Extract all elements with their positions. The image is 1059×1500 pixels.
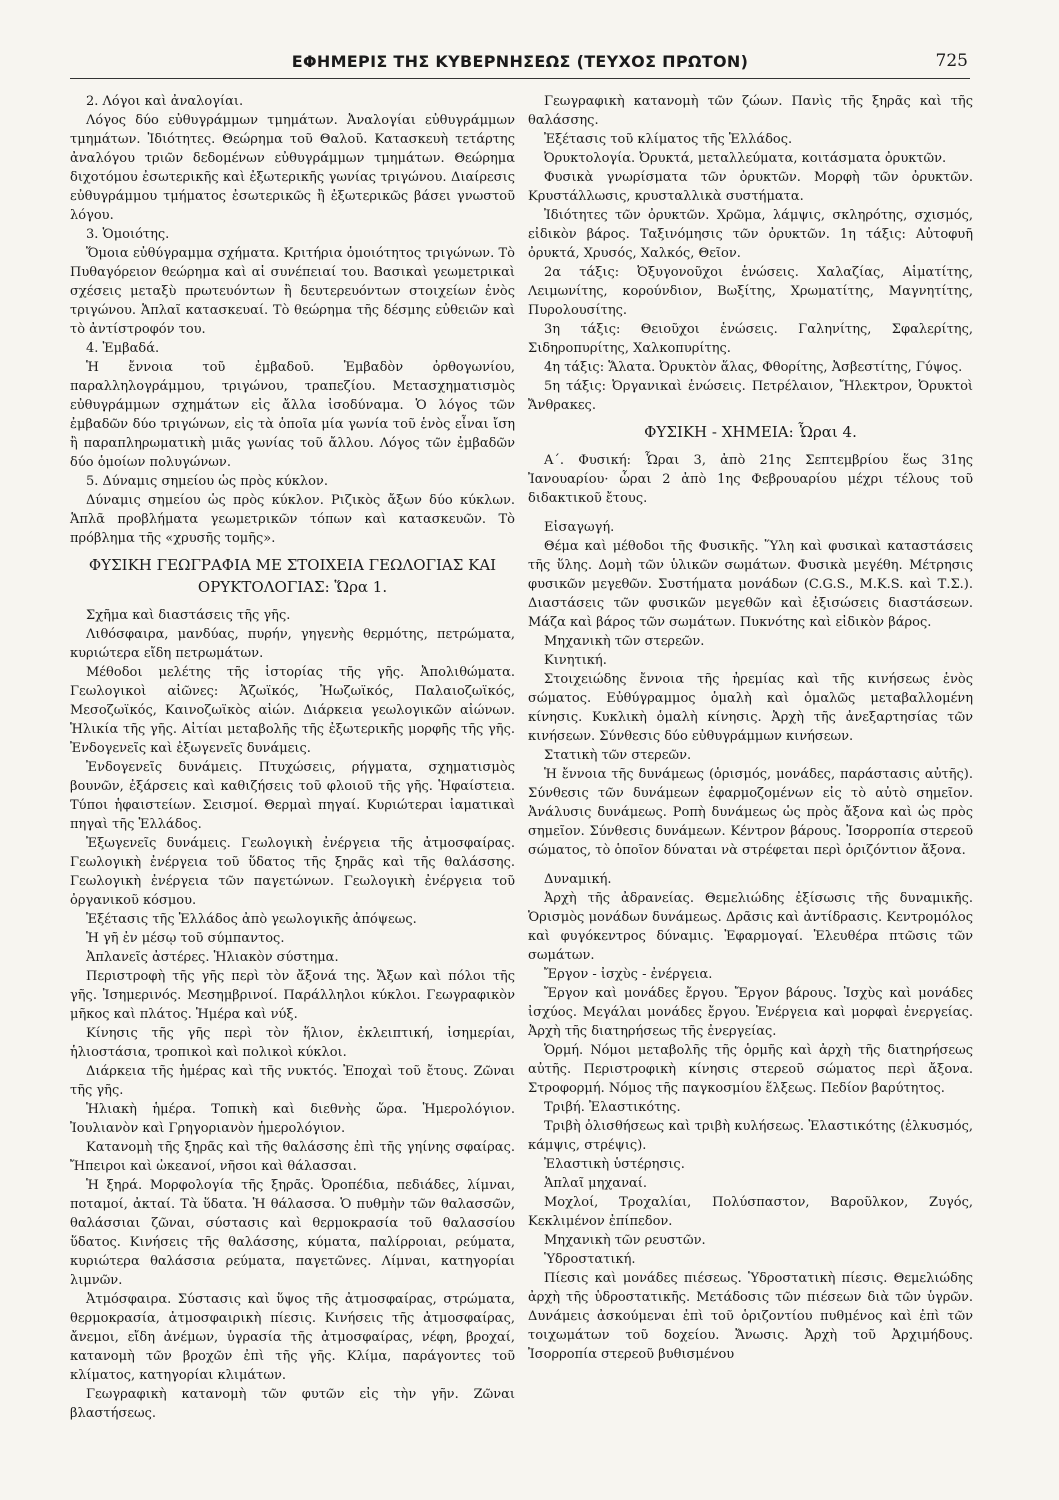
section-heading: Μηχανικὴ τῶν στερεῶν. [544, 634, 705, 649]
paragraph: Πίεσις καὶ μονάδες πιέσεως. Ὑδροστατικὴ πίεσις. Θεμελιώδης ἀρχὴ τῆς ὑδροστατικῆς. Μετάδοσις τῶν πιέσεων διὰ τῶν ὑγρῶν. Δυνάμεις ἀσκούμεναι ἐπὶ τοῦ ὁριζοντίου πυθμένος καὶ ἐπὶ τῶν τοιχωμάτων τοῦ δοχείου. Ἄνωσις. Ἀρχὴ τοῦ Ἀρχιμήδους. Ἰσορροπία στερεοῦ βυθισμένου [528, 1271, 973, 1362]
paragraph: Ἡ ἔννοια τοῦ ἐμβαδοῦ. Ἐμβαδὸν ὀρθογωνίου, παραλληλογράμμου, τριγώνου, τραπεζίου. Μετασχηματισμὸς εὐθυγράμμων σχημάτων εἰς ἄλλα ἰσοδύναμα. Ὁ λόγος τῶν ἐμβαδῶν δύο τριγώνων, εἰς τὰ ὁποῖα μία γωνία τοῦ ἑνὸς εἶναι ἴση ἢ παραπληρωματικὴ μιᾶς γωνίας τοῦ ἄλλου. Λόγος τῶν ἐμβαδῶν δύο ὁμοίων πολυγώνων. [70, 360, 515, 470]
paragraph: Ἡλιακὴ ἡμέρα. Τοπικὴ καὶ διεθνὴς ὥρα. Ἡμερολόγιον. Ἰουλιανὸν καὶ Γρηγοριανὸν ἡμερολόγιον. [70, 1102, 515, 1136]
paragraph: 4η τάξις: Ἅλατα. Ὀρυκτὸν ἅλας, Φθορίτης, Ἀσβεστίτης, Γύψος. [544, 360, 963, 375]
paragraph: Ἀτμόσφαιρα. Σύστασις καὶ ὕψος τῆς ἀτμοσφαίρας, στρώματα, θερμοκρασία, ἀτμοσφαιρικὴ πίεσις. Κινήσεις τῆς ἀτμοσφαίρας, ἄνεμοι, εἴδη ἀνέμων, ὑγρασία τῆς ἀτμοσφαίρας, νέφη, βροχαί, κατανομὴ τῶν βροχῶν ἐπὶ τῆς γῆς. Κλίμα, παράγοντες τοῦ κλίματος, κατηγορίαι κλιμάτων. [70, 1292, 515, 1383]
paragraph: Λόγος δύο εὐθυγράμμων τμημάτων. Ἀναλογίαι εὐθυγράμμων τμημάτων. Ἰδιότητες. Θεώρημα τοῦ Θαλοῦ. Κατασκευὴ τετάρτης ἀναλόγου τριῶν δεδομένων εὐθυγράμμων τμημάτων. Θεώρημα διχοτόμου ἐσωτερικῆς καὶ ἐξωτερικῆς γωνίας τριγώνου. Διαίρεσις εὐθυγράμμου τμήματος ἐσωτερικῶς ἢ ἐξωτερικῶς βάσει γνωστοῦ λόγου. [70, 113, 515, 223]
paragraph: Γεωγραφικὴ κατανομὴ τῶν ζώων. Πανὶς τῆς ξηρᾶς καὶ τῆς θαλάσσης. [528, 94, 973, 128]
section-heading: Ἐλαστικὴ ὑστέρησις. [544, 1157, 685, 1172]
paragraph: Γεωγραφικὴ κατανομὴ τῶν φυτῶν εἰς τὴν γῆν. Ζῶναι βλαστήσεως. [70, 1387, 515, 1421]
paragraph: Στοιχειώδης ἔννοια τῆς ἠρεμίας καὶ τῆς κινήσεως ἑνὸς σώματος. Εὐθύγραμμος ὁμαλὴ καὶ ὁμαλῶς μεταβαλλομένη κίνησις. Κυκλικὴ ὁμαλὴ κίνησις. Ἀρχὴ τῆς ἀνεξαρτησίας τῶν κινήσεων. Σύνθεσις δύο εὐθυγράμμων κινήσεων. [528, 672, 973, 744]
paragraph: Ἐξωγενεῖς δυνάμεις. Γεωλογικὴ ἐνέργεια τῆς ἀτμοσφαίρας. Γεωλογικὴ ἐνέργεια τοῦ ὕδατος τῆς ξηρᾶς καὶ τῆς θαλάσσης. Γεωλογικὴ ἐνέργεια τῶν παγετώνων. Γεωλογικὴ ἐνέργεια τοῦ ὀργανικοῦ κόσμου. [70, 836, 515, 908]
paragraph: Ὅμοια εὐθύγραμμα σχήματα. Κριτήρια ὁμοιότητος τριγώνων. Τὸ Πυθαγόρειον θεώρημα καὶ αἱ συνέπειαί του. Βασικαὶ γεωμετρικαὶ σχέσεις μεταξὺ πρωτευόντων ἢ δευτερευόντων στοιχείων ἑνὸς τριγώνου. Ἁπλαῖ κατασκευαί. Τὸ θεώρημα τῆς δέσμης εὐθειῶν καὶ τὸ ἀντίστροφόν του. [70, 246, 515, 337]
paragraph: Ὁρμή. Νόμοι μεταβολῆς τῆς ὁρμῆς καὶ ἀρχὴ τῆς διατηρήσεως αὐτῆς. Περιστροφικὴ κίνησις στερεοῦ σώματος περὶ ἄξονα. Στροφορμή. Νόμος τῆς παγκοσμίου ἕλξεως. Πεδίον βαρύτητος. [528, 1043, 973, 1096]
paragraph: Σχῆμα καὶ διαστάσεις τῆς γῆς. [86, 608, 291, 623]
paragraph: Φυσικὰ γνωρίσματα τῶν ὀρυκτῶν. Μορφὴ τῶν ὀρυκτῶν. Κρυστάλλωσις, κρυσταλλικὰ συστήματα. [528, 170, 973, 204]
paragraph: Α΄. Φυσική: Ὧραι 3, ἀπὸ 21ης Σεπτεμβρίου ἕως 31ης Ἰανουαρίου· ὧραι 2 ἀπὸ 1ης Φεβρουαρίου μέχρι τέλους τοῦ διδακτικοῦ ἔτους. [528, 453, 973, 506]
section-heading: Μηχανικὴ τῶν ρευστῶν. [544, 1233, 706, 1248]
paragraph: Μέθοδοι μελέτης τῆς ἱστορίας τῆς γῆς. Ἀπολιθώματα. Γεωλογικοὶ αἰῶνες: Ἀζωϊκός, Ἠωζωϊκός, Παλαιοζωϊκός, Μεσοζωϊκός, Καινοζωϊκὸς αἰών. Διάρκεια γεωλογικῶν αἰώνων. Ἡλικία τῆς γῆς. Αἰτίαι μεταβολῆς τῆς ἐξωτερικῆς μορφῆς τῆς γῆς. Ἐνδογενεῖς καὶ ἐξωγενεῖς δυνάμεις. [70, 665, 515, 756]
page-header [70, 50, 970, 79]
paragraph: Ἀπλανεῖς ἀστέρες. Ἡλιακὸν σύστημα. [86, 950, 339, 965]
section-heading: Εἰσαγωγή. [544, 520, 615, 535]
paragraph: 5η τάξις: Ὀργανικαὶ ἑνώσεις. Πετρέλαιον, Ἤλεκτρον, Ὀρυκτοὶ Ἄνθρακες. [528, 379, 973, 413]
paragraph: Ἰδιότητες τῶν ὀρυκτῶν. Χρῶμα, λάμψις, σκληρότης, σχισμός, εἰδικὸν βάρος. Ταξινόμησις τῶν ὀρυκτῶν. 1η τάξις: Αὐτοφυῆ ὀρυκτά, Χρυσός, Χαλκός, Θεῖον. [528, 208, 973, 261]
paragraph: Λιθόσφαιρα, μανδύας, πυρήν, γηγενὴς θερμότης, πετρώματα, κυριώτερα εἴδη πετρωμάτων. [70, 627, 515, 661]
paragraph: Ἡ γῆ ἐν μέσῳ τοῦ σύμπαντος. [86, 931, 285, 946]
paragraph: Μοχλοί, Τροχαλίαι, Πολύσπαστον, Βαροῦλκον, Ζυγός, Κεκλιμένον ἐπίπεδον. [528, 1195, 973, 1229]
subject-heading-physics-chemistry: ΦΥΣΙΚΗ - ΧΗΜΕΙΑ: Ὧραι 4. [644, 423, 857, 441]
paragraph: Περιστροφὴ τῆς γῆς περὶ τὸν ἄξονά της. Ἄξων καὶ πόλοι τῆς γῆς. Ἰσημερινός. Μεσημβρινοί. Παράλληλοι κύκλοι. Γεωγραφικὸν μῆκος καὶ πλάτος. Ἡμέρα καὶ νύξ. [70, 969, 515, 1022]
paragraph: Θέμα καὶ μέθοδοι τῆς Φυσικῆς. Ὕλη καὶ φυσικαὶ καταστάσεις τῆς ὕλης. Δομὴ τῶν ὑλικῶν σωμάτων. Φυσικὰ μεγέθη. Μέτρησις φυσικῶν μεγεθῶν. Συστήματα μονάδων (C.G.S., M.K.S. καὶ Τ.Σ.). Διαστάσεις τῶν φυσικῶν μεγεθῶν καὶ ἐξισώσεις διαστάσεων. Μάζα καὶ βάρος τῶν σωμάτων. Πυκνότης καὶ εἰδικὸν βάρος. [528, 539, 973, 630]
right-column [528, 92, 973, 1364]
paragraph: Ἐξέτασις τοῦ κλίματος τῆς Ἑλλάδος. [544, 132, 793, 147]
section-heading: Ἁπλαῖ μηχαναί. [544, 1176, 647, 1191]
paragraph: Δύναμις σημείου ὡς πρὸς κύκλον. Ριζικὸς ἄξων δύο κύκλων. Ἁπλᾶ προβλήματα γεωμετρικῶν τόπων καὶ κατασκευῶν. Τὸ πρόβλημα τῆς «χρυσῆς τομῆς». [70, 493, 515, 546]
paragraph: 2α τάξις: Ὀξυγονοῦχοι ἑνώσεις. Χαλαζίας, Αἱματίτης, Λειμωνίτης, κορούνδιον, Βωξίτης, Χρωματίτης, Μαγνητίτης, Πυρολουσίτης. [528, 265, 973, 318]
paragraph: Ὀρυκτολογία. Ὀρυκτά, μεταλλεύματα, κοιτάσματα ὀρυκτῶν. [544, 151, 947, 166]
section-heading: Κινητική. [544, 653, 607, 668]
section-heading: 2. Λόγοι καὶ ἀναλογίαι. [86, 94, 244, 109]
paragraph: Ἔργον καὶ μονάδες ἔργου. Ἔργον βάρους. Ἰσχὺς καὶ μονάδες ἰσχύος. Μεγάλαι μονάδες ἔργου. Ἐνέργεια καὶ μορφαὶ ἐνεργείας. Ἀρχὴ τῆς διατηρήσεως τῆς ἐνεργείας. [528, 986, 973, 1039]
left-column [70, 92, 515, 1423]
paragraph: Ἐξέτασις τῆς Ἑλλάδος ἀπὸ γεωλογικῆς ἀπόψεως. [86, 912, 417, 927]
paragraph: Ἐνδογενεῖς δυνάμεις. Πτυχώσεις, ρήγματα, σχηματισμὸς βουνῶν, ἐξάρσεις καὶ καθιζήσεις τοῦ φλοιοῦ τῆς γῆς. Ἡφαίστεια. Τύποι ἡφαιστείων. Σεισμοί. Θερμαὶ πηγαί. Κυριώτεραι ἰαματικαὶ πηγαὶ τῆς Ἑλλάδος. [70, 760, 515, 832]
paragraph: Ἡ ἔννοια τῆς δυνάμεως (ὁρισμός, μονάδες, παράστασις αὐτῆς). Σύνθεσις τῶν δυνάμεων ἐφαρμοζομένων εἰς τὸ αὐτὸ σημεῖον. Ἀνάλυσις δυνάμεως. Ροπὴ δυνάμεως ὡς πρὸς ἄξονα καὶ ὡς πρὸς σημεῖον. Σύνθεσις δυνάμεων. Κέντρον βάρους. Ἰσορροπία στερεοῦ σώματος, τὸ ὁποῖον δύναται νὰ στρέφεται περὶ ὁριζόντιον ἄξονα. [528, 767, 973, 858]
section-heading: Τριβή. Ἐλαστικότης. [544, 1100, 681, 1115]
page-number: 725 [935, 51, 968, 71]
paragraph: Κατανομὴ τῆς ξηρᾶς καὶ τῆς θαλάσσης ἐπὶ τῆς γηίνης σφαίρας. Ἤπειροι καὶ ὠκεανοί, νῆσοι καὶ θάλασσαι. [70, 1140, 515, 1174]
gazette-title: ΕΦΗΜΕΡΙΣ ΤΗΣ ΚΥΒΕΡΝΗΣΕΩΣ (ΤΕΥΧΟΣ ΠΡΩΤΟΝ) [291, 52, 749, 71]
section-heading: Δυναμική. [544, 872, 612, 887]
section-heading: 4. Ἐμβαδά. [86, 341, 160, 356]
paragraph: Διάρκεια τῆς ἡμέρας καὶ τῆς νυκτός. Ἐποχαὶ τοῦ ἔτους. Ζῶναι τῆς γῆς. [70, 1064, 515, 1098]
section-heading: 5. Δύναμις σημείου ὡς πρὸς κύκλον. [86, 474, 328, 489]
section-heading: Στατικὴ τῶν στερεῶν. [544, 748, 692, 763]
paragraph: Κίνησις τῆς γῆς περὶ τὸν ἥλιον, ἐκλειπτική, ἰσημερίαι, ἡλιοστάσια, τροπικοὶ καὶ πολικοὶ κύκλοι. [70, 1026, 515, 1060]
section-heading: 3. Ὁμοιότης. [86, 227, 170, 242]
section-heading: Ἔργον - ἰσχὺς - ἐνέργεια. [544, 967, 713, 982]
paragraph: Ἀρχὴ τῆς ἀδρανείας. Θεμελιώδης ἐξίσωσις τῆς δυναμικῆς. Ὁρισμὸς μονάδων δυνάμεως. Δρᾶσις καὶ ἀντίδρασις. Κεντρομόλος καὶ φυγόκεντρος δύναμις. Ἐφαρμογαί. Ἐλευθέρα πτῶσις τῶν σωμάτων. [528, 891, 973, 963]
section-heading: Ὑδροστατική. [544, 1252, 636, 1267]
paragraph: 3η τάξις: Θειοῦχοι ἑνώσεις. Γαληνίτης, Σφαλερίτης, Σιδηροπυρίτης, Χαλκοπυρίτης. [528, 322, 973, 356]
subject-heading-geography: ΦΥΣΙΚΗ ΓΕΩΓΡΑΦΙΑ ΜΕ ΣΤΟΙΧΕΙΑ ΓΕΩΛΟΓΙΑΣ ΚΑΙ ΟΡΥΚΤΟΛΟΓΙΑΣ: Ὥρα 1. [88, 556, 497, 596]
paragraph: Ἡ ξηρά. Μορφολογία τῆς ξηρᾶς. Ὀροπέδια, πεδιάδες, λίμναι, ποταμοί, ἀκταί. Τὰ ὕδατα. Ἡ θάλασσα. Ὁ πυθμὴν τῶν θαλασσῶν, θαλάσσιαι ζῶναι, σύστασις καὶ θερμοκρασία τοῦ θαλασσίου ὕδατος. Κινήσεις τῆς θαλάσσης, κύματα, παλίρροιαι, ρεύματα, κυριώτερα θαλάσσια ρεύματα, παγετῶνες. Λίμναι, κατηγορίαι λιμνῶν. [70, 1178, 515, 1288]
paragraph: Τριβὴ ὀλισθήσεως καὶ τριβὴ κυλήσεως. Ἐλαστικότης (ἑλκυσμός, κάμψις, στρέψις). [528, 1119, 973, 1153]
